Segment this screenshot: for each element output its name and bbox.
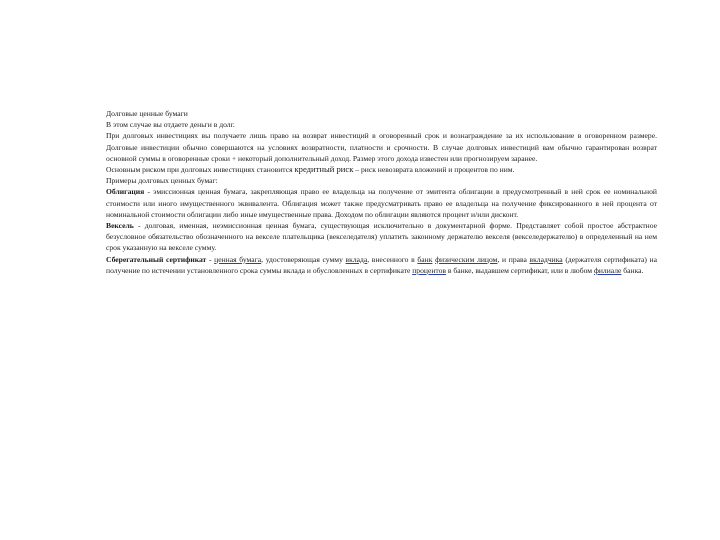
doc-title: Долговые ценные бумаги bbox=[106, 109, 188, 118]
risk-text-c: – риск невозврата вложений и процентов по ним. bbox=[353, 165, 515, 175]
paragraph-bond bbox=[71, 186, 657, 220]
cert-text-8: банка. bbox=[621, 265, 644, 275]
link-branch[interactable]: филиале bbox=[593, 265, 622, 275]
paragraph-certificate bbox=[71, 254, 657, 276]
bill-term: Вексель bbox=[106, 221, 134, 231]
certificate-term: Сберегательный сертификат bbox=[106, 254, 207, 264]
paragraph-bill bbox=[71, 220, 657, 254]
cert-text-3: , внесенного в bbox=[367, 254, 418, 264]
intro-line: В этом случае вы отдаете деньги в долг. bbox=[106, 120, 235, 130]
link-interest[interactable]: процентов bbox=[412, 265, 446, 275]
credit-risk-term: кредитный риск bbox=[294, 164, 354, 175]
link-depositor[interactable]: вкладчика bbox=[529, 254, 563, 264]
link-individual[interactable]: физическим лицом bbox=[435, 254, 498, 264]
risk-text-a: Основным риском при долговых инвестициях становится bbox=[106, 165, 295, 175]
bond-term: Облигация bbox=[106, 187, 145, 197]
cert-text-7: в банке, выдавшем сертификат, или в любом bbox=[446, 265, 594, 275]
bond-text: - эмиссионная ценная бумага, закрепляющая право ее владельца на получение от эмитента облигации в предусмотренный в ней срок ее номинальной стоимости или иного имущественного эквивалента. Облигация может также предусматривать право ее владельца на получение фиксированного в ней процента от номинальной стоимости облигации либо иные имущественные права. Доходом по облигации являются процент и/или дисконт. bbox=[106, 187, 657, 219]
link-bank[interactable]: банк bbox=[417, 254, 433, 264]
paragraph-debt-investments: При долговых инвестициях вы получаете лишь право на возврат инвестиций в оговоренный срок и вознаграждение за их использование в оговоренном размере. Долговые инвестиции обычно совершаются на условиях возвратности, платности и срочности. В случае долговых инвестиций вам обычно гарантирован возврат основной суммы в оговоренные сроки + некоторый дополнительный доход. Размер этого дохода известен или прогнозируем заранее. bbox=[106, 131, 657, 163]
cert-text-6: (держателя сертификата) на получение по истечении установленного срока суммы вклада и обусловленных в сертификате bbox=[106, 254, 657, 275]
examples-heading: Примеры долговых ценных бумаг: bbox=[106, 176, 218, 186]
paragraph-risk bbox=[71, 164, 657, 175]
cert-text-5: , и права bbox=[497, 254, 530, 264]
cert-text-1: - bbox=[206, 254, 215, 264]
document-page bbox=[71, 108, 657, 276]
cert-text-2: , удостоверяющая сумму bbox=[261, 254, 346, 264]
link-deposit[interactable]: вклада bbox=[345, 254, 368, 264]
bill-text: - долговая, именная, неэмиссионная ценная бумага, существующая исключительно в документарной форме. Представляет собой простое абстрактное безусловное обязательство обозначенного на векселе плательщика (векселедателя) уплатить законному держателю векселя (векселедержателю) в определенный на нем срок указанную на векселе сумму. bbox=[106, 221, 657, 253]
link-security[interactable]: ценная бумага bbox=[214, 254, 262, 264]
